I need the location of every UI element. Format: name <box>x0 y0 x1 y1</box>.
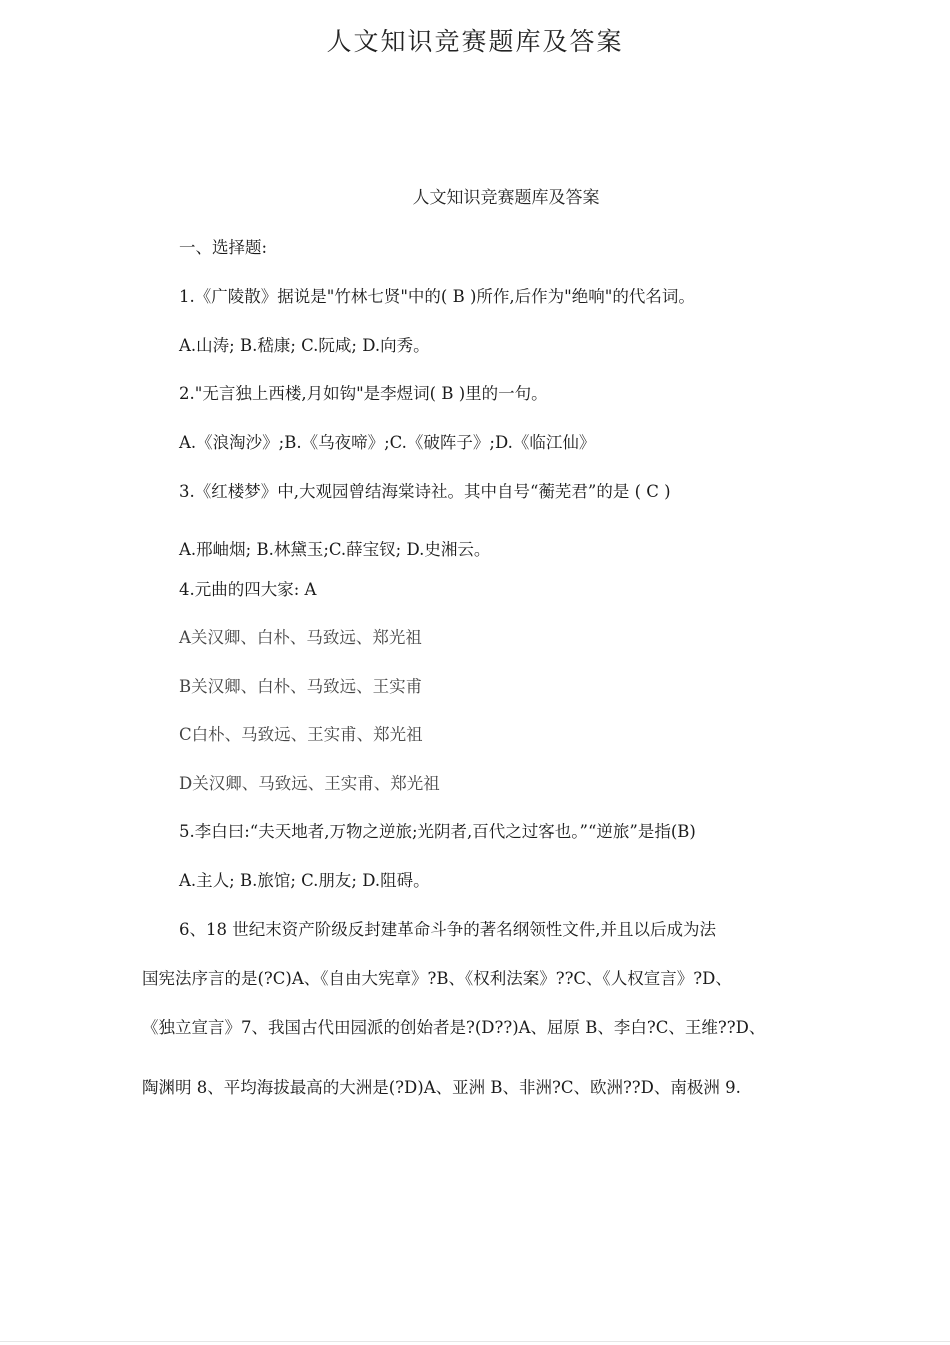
paragraph-line-3: 《独立宣言》7、我国古代田园派的创始者是?(D??)A、屈原 B、李白?C、王维??D、 <box>142 1018 766 1037</box>
question-5-options: A.主人; B.旅馆; C.朋友; D.阻碍。 <box>179 871 430 890</box>
question-4: 4.元曲的四大家: A <box>179 580 317 599</box>
question-4-option-c: C白朴、马致远、王实甫、郑光祖 <box>179 725 423 744</box>
question-4-option-d: D关汉卿、马致远、王实甫、郑光祖 <box>179 774 440 793</box>
paragraph-line-2: 国宪法序言的是(?C)A、《自由大宪章》?B、《权利法案》??C、《人权宣言》?D、 <box>142 969 732 988</box>
question-5: 5.李白曰:“夫天地者,万物之逆旅;光阴者,百代之过客也。”“逆旅”是指(B) <box>179 822 696 841</box>
question-3: 3.《红楼梦》中,大观园曾结海棠诗社。其中自号“蘅芜君”的是 ( C ) <box>179 482 671 501</box>
question-1-options: A.山涛; B.嵇康; C.阮咸; D.向秀。 <box>179 336 430 355</box>
paragraph-line-1: 6、18 世纪末资产阶级反封建革命斗争的著名纲领性文件,并且以后成为法 <box>179 920 716 939</box>
question-4-option-b: B关汉卿、白朴、马致远、王实甫 <box>179 677 423 696</box>
question-2: 2."无言独上西楼,月如钩"是李煜词( B )里的一句。 <box>179 384 548 403</box>
question-3-options: A.邢岫烟; B.林黛玉;C.薛宝钗; D.史湘云。 <box>179 540 491 559</box>
question-4-option-a: A关汉卿、白朴、马致远、郑光祖 <box>179 628 422 647</box>
question-1: 1.《广陵散》据说是"竹林七贤"中的( B )所作,后作为"绝响"的代名词。 <box>179 287 695 306</box>
page-header-title: 人文知识竞赛题库及答案 <box>326 27 624 56</box>
question-2-options: A.《浪淘沙》;B.《乌夜啼》;C.《破阵子》;D.《临江仙》 <box>179 433 596 452</box>
section-heading: 一、选择题: <box>179 238 268 257</box>
document-title: 人文知识竞赛题库及答案 <box>412 188 600 208</box>
paragraph-line-4: 陶渊明 8、平均海拔最高的大洲是(?D)A、亚洲 B、非洲?C、欧洲??D、南极洲 9. <box>142 1078 741 1097</box>
page-bottom-edge <box>0 1341 950 1342</box>
